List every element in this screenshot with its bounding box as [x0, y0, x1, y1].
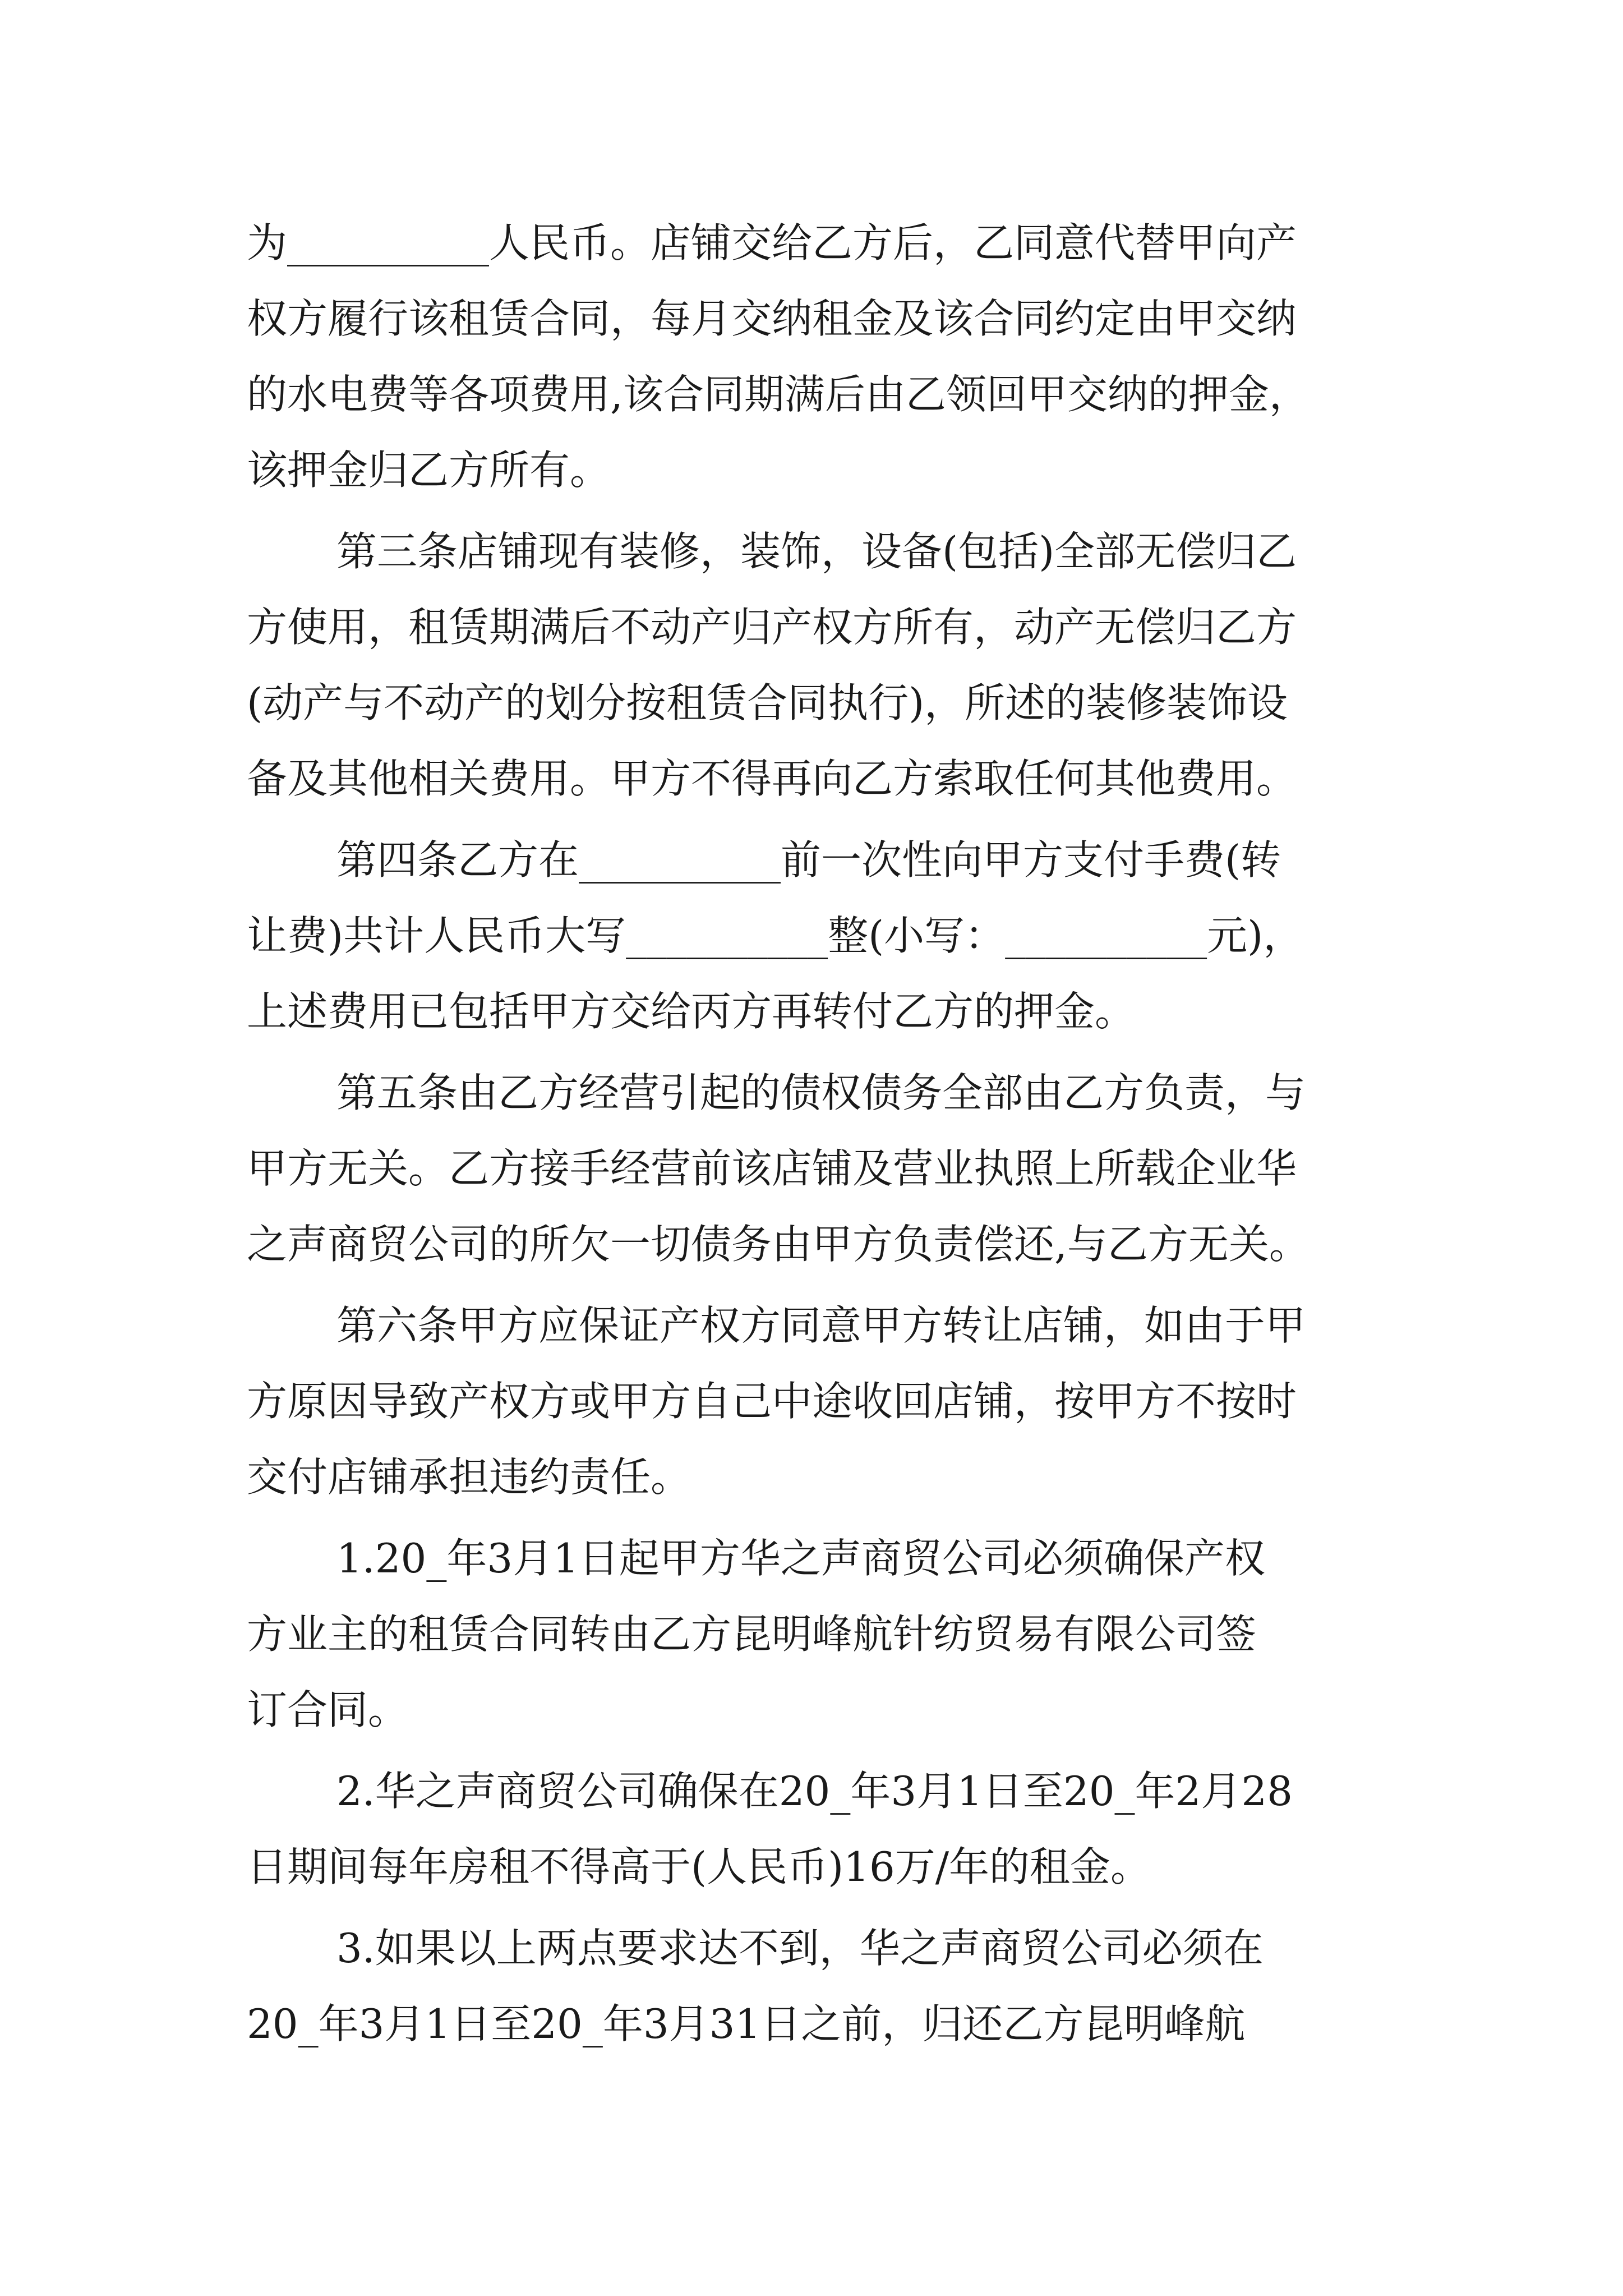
text-line: 方原因导致产权方或甲方自己中途收回店铺，按甲方不按时 — [247, 1378, 1297, 1425]
text-line: 1.20_年3月1日起甲方华之声商贸公司必须确保产权 — [336, 1535, 1265, 1582]
text-line: (动产与不动产的划分按租赁合同执行)，所述的装修装饰设 — [247, 679, 1288, 726]
text-line: 方业主的租赁合同转由乙方昆明峰航针纺贸易有限公司签 — [247, 1611, 1257, 1658]
text-line: 的水电费等各项费用,该合同期满后由乙领回甲交纳的押金， — [247, 371, 1310, 418]
text-line: 第四条乙方在__________前一次性向甲方支付手费(转 — [336, 836, 1281, 884]
text-line: 该押金归乙方所有。 — [247, 447, 611, 494]
text-line: 为__________人民币。店铺交给乙方后，乙同意代替甲向产 — [247, 219, 1297, 266]
text-line: 备及其他相关费用。甲方不得再向乙方索取任何其他费用。 — [247, 755, 1297, 802]
text-line: 20_年3月1日至20_年3月31日之前，归还乙方昆明峰航 — [247, 2000, 1246, 2047]
text-line: 交付店铺承担违约责任。 — [247, 1453, 691, 1501]
text-line: 上述费用已包括甲方交给丙方再转付乙方的押金。 — [247, 988, 1136, 1035]
text-line: 之声商贸公司的所欠一切债务由甲方负责偿还,与乙方无关。 — [247, 1221, 1310, 1268]
text-line: 第五条由乙方经营引起的债权债务全部由乙方负责，与 — [336, 1069, 1306, 1116]
text-line: 甲方无关。乙方接手经营前该店铺及营业执照上所载企业华 — [247, 1145, 1297, 1192]
text-line: 3.如果以上两点要求达不到，华之声商贸公司必须在 — [336, 1925, 1264, 1972]
text-line: 让费)共计人民币大写__________整(小写：__________元)， — [247, 912, 1304, 959]
text-line: 第六条甲方应保证产权方同意甲方转让店铺，如由于甲 — [336, 1302, 1306, 1349]
text-line: 方使用，租赁期满后不动产归产权方所有，动产无偿归乙方 — [247, 604, 1297, 651]
text-line: 第三条店铺现有装修，装饰，设备(包括)全部无偿归乙 — [336, 528, 1297, 575]
text-line: 日期间每年房租不得高于(人民币)16万/年的租金。 — [247, 1843, 1151, 1890]
text-line: 权方履行该租赁合同，每月交纳租金及该合同约定由甲交纳 — [247, 295, 1297, 342]
text-line: 2.华之声商贸公司确保在20_年3月1日至20_年2月28 — [336, 1768, 1293, 1815]
text-line: 订合同。 — [247, 1686, 409, 1733]
